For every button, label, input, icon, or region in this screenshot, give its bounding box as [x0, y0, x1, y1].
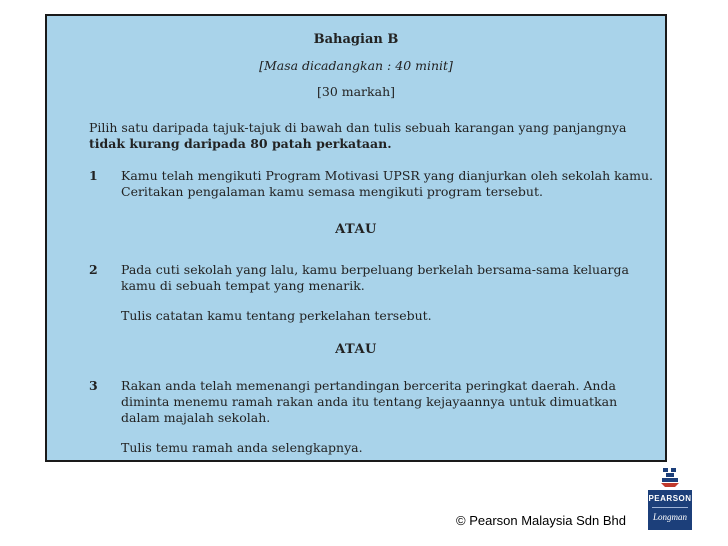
copyright-text: © Pearson Malaysia Sdn Bhd [456, 513, 627, 528]
question-3 [89, 378, 659, 456]
question-text: Rakan anda telah memenangi pertandingan bercerita peringkat daerah. Anda diminta menemu ramah rakan anda itu tentang kejayaannya untuk dimuatkan dalam majalah sekolah. [121, 378, 618, 425]
exam-photo-frame [45, 14, 667, 462]
question-task: Tulis temu ramah anda selengkapnya. [121, 440, 363, 455]
pearson-longman-logo [648, 466, 692, 532]
separator-atau: ATAU [335, 342, 377, 357]
logo-pearson-text: PEARSON [648, 494, 692, 503]
question-text: Kamu telah mengikuti Program Motivasi UPSR yang dianjurkan oleh sekolah kamu. Ceritakan pengalaman kamu semasa mengikuti program tersebut. [121, 168, 654, 199]
marks-label: [30 markah] [317, 84, 395, 99]
logo-divider [652, 507, 688, 508]
question-1 [89, 168, 659, 200]
ship-icon [660, 466, 680, 488]
section-title: Bahagian B [313, 32, 399, 47]
question-number: 2 [89, 262, 98, 277]
logo-box [648, 490, 692, 530]
question-task: Tulis catatan kamu tentang perkelahan tersebut. [121, 308, 432, 323]
question-number: 1 [89, 168, 98, 183]
question-2 [89, 262, 659, 324]
instruction-bold-text: tidak kurang daripada 80 patah perkataan. [89, 136, 392, 151]
question-text: Pada cuti sekolah yang lalu, kamu berpeluang berkelah bersama-sama keluarga kamu di sebuah tempat yang menarik. [121, 262, 629, 293]
question-number: 3 [89, 378, 98, 393]
separator-atau: ATAU [335, 222, 377, 237]
instruction-text: Pilih satu daripada tajuk-tajuk di bawah dan tulis sebuah karangan yang panjangnya [89, 120, 627, 135]
instruction [89, 120, 659, 152]
time-suggested: [Masa dicadangkan : 40 minit] [259, 58, 453, 73]
logo-longman-text: Longman [652, 512, 687, 522]
exam-paper [47, 16, 665, 460]
